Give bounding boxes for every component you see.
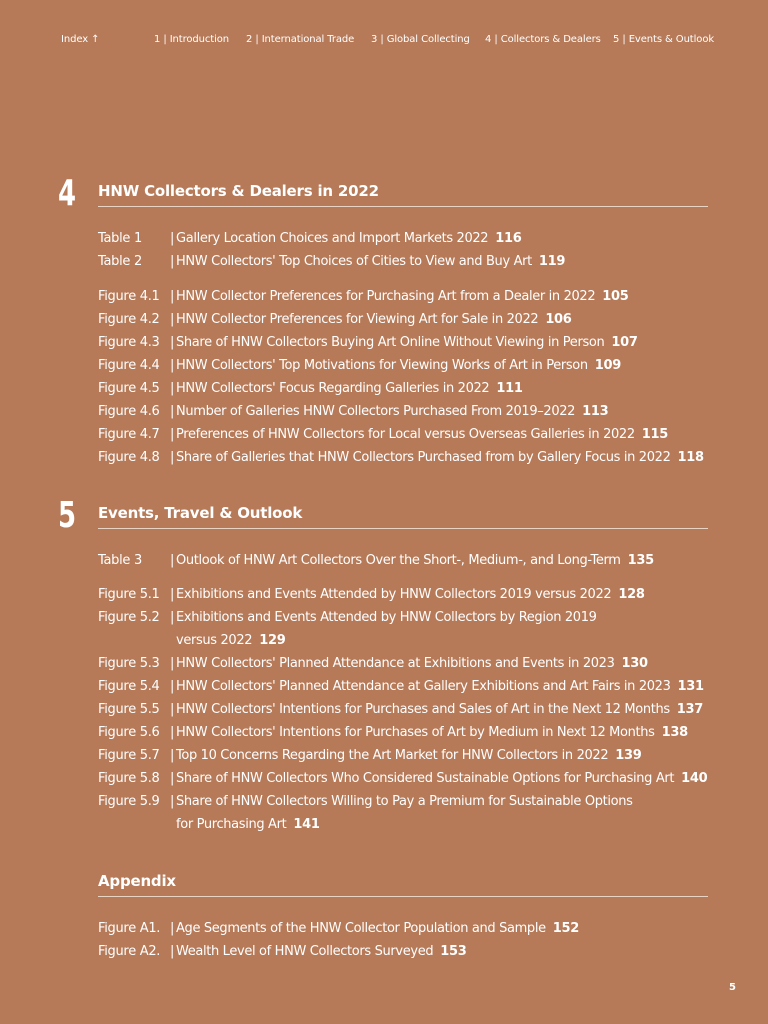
entry-title: Preferences of HNW Collectors for Local versus Overseas Galleries in 2022 xyxy=(176,427,635,442)
toc-entry-figure-4-8[interactable] xyxy=(98,446,704,469)
entry-label: Figure 5.8 xyxy=(98,771,160,786)
page-number: 5 xyxy=(729,982,736,993)
entry-page: 118 xyxy=(677,450,704,465)
entry-separator: | xyxy=(170,427,175,442)
entry-label: Table 1 xyxy=(98,231,142,246)
entry-separator: | xyxy=(170,748,175,763)
entry-separator: | xyxy=(170,381,175,396)
entry-page: 141 xyxy=(293,817,320,832)
entry-title: Number of Galleries HNW Collectors Purchased From 2019–2022 xyxy=(176,404,576,419)
entry-separator: | xyxy=(170,553,175,568)
entry-page: 128 xyxy=(618,587,645,602)
entry-page: 152 xyxy=(552,921,579,936)
top-navigation xyxy=(0,34,768,50)
appendix-title[interactable]: Appendix xyxy=(98,872,176,890)
entry-page: 106 xyxy=(545,312,572,327)
entry-page: 129 xyxy=(259,633,286,648)
toc-entry-figure-5-9[interactable] xyxy=(98,790,633,836)
entry-title: HNW Collectors' Focus Regarding Galleries in 2022 xyxy=(176,381,490,396)
toc-entry-figure-a1[interactable] xyxy=(98,917,579,940)
entry-page: 135 xyxy=(627,553,654,568)
toc-entry-figure-4-3[interactable] xyxy=(98,331,638,354)
entry-page: 153 xyxy=(440,944,467,959)
entry-label: Figure 5.3 xyxy=(98,656,160,671)
section-4-title[interactable]: HNW Collectors & Dealers in 2022 xyxy=(98,182,379,200)
entry-separator: | xyxy=(170,358,175,373)
toc-entry-table-1[interactable] xyxy=(98,227,521,250)
section-5-header xyxy=(98,504,708,529)
entry-separator: | xyxy=(170,702,175,717)
entry-label: Figure 4.4 xyxy=(98,358,160,373)
toc-entry-figure-5-6[interactable] xyxy=(98,721,688,744)
entry-page: 109 xyxy=(594,358,622,373)
section-5-number: 5 xyxy=(58,495,77,536)
nav-item-international-trade[interactable]: 2 | International Trade xyxy=(246,34,355,45)
entry-page: 140 xyxy=(681,771,708,786)
entry-title: Age Segments of the HNW Collector Population and Sample xyxy=(176,921,546,936)
entry-title: Share of HNW Collectors Buying Art Online Without Viewing in Person xyxy=(176,335,605,350)
entry-page: 139 xyxy=(615,748,642,763)
entry-separator: | xyxy=(170,450,175,465)
entry-title: Share of HNW Collectors Willing to Pay a Premium for Sustainable Options xyxy=(176,794,633,809)
entry-label: Figure A2. xyxy=(98,944,161,959)
toc-entry-figure-a2[interactable] xyxy=(98,940,467,963)
entry-label: Figure 5.1 xyxy=(98,587,160,602)
entry-separator: | xyxy=(170,921,175,936)
toc-entry-figure-5-2[interactable] xyxy=(98,606,597,652)
entry-page: 107 xyxy=(611,335,638,350)
nav-item-events-outlook[interactable]: 5 | Events & Outlook xyxy=(613,34,715,45)
entry-page: 113 xyxy=(582,404,609,419)
entry-label: Figure 5.7 xyxy=(98,748,160,763)
toc-entry-figure-5-3[interactable] xyxy=(98,652,648,675)
entry-title: HNW Collectors' Top Choices of Cities to View and Buy Art xyxy=(176,254,532,269)
toc-entry-figure-5-1[interactable] xyxy=(98,583,645,606)
entry-title: HNW Collectors' Planned Attendance at Exhibitions and Events in 2023 xyxy=(176,656,615,671)
entry-separator: | xyxy=(170,587,175,602)
entry-label: Figure 4.3 xyxy=(98,335,160,350)
entry-separator: | xyxy=(170,610,175,625)
entry-label: Figure 4.1 xyxy=(98,289,160,304)
entry-title: HNW Collector Preferences for Viewing Art for Sale in 2022 xyxy=(176,312,539,327)
toc-entry-figure-4-2[interactable] xyxy=(98,308,572,331)
entry-label: Figure 5.5 xyxy=(98,702,160,717)
entry-title: Gallery Location Choices and Import Markets 2022 xyxy=(176,231,489,246)
entry-page: 119 xyxy=(538,254,566,269)
entry-label: Figure 4.5 xyxy=(98,381,160,396)
entry-title-cont: for Purchasing Art xyxy=(176,817,287,832)
entry-page: 131 xyxy=(677,679,704,694)
entry-page: 115 xyxy=(641,427,669,442)
entry-title: HNW Collectors' Planned Attendance at Gallery Exhibitions and Art Fairs in 2023 xyxy=(176,679,671,694)
appendix-header xyxy=(98,872,708,897)
toc-entry-figure-4-7[interactable] xyxy=(98,423,668,446)
entry-separator: | xyxy=(170,312,175,327)
entry-separator: | xyxy=(170,404,175,419)
entry-separator: | xyxy=(170,679,175,694)
entry-separator: | xyxy=(170,335,175,350)
entry-title: Top 10 Concerns Regarding the Art Market for HNW Collectors in 2022 xyxy=(176,748,609,763)
entry-label: Figure 4.8 xyxy=(98,450,160,465)
section-4-number: 4 xyxy=(58,173,77,214)
entry-title: Share of Galleries that HNW Collectors Purchased from by Gallery Focus in 2022 xyxy=(176,450,671,465)
entry-label: Figure 5.4 xyxy=(98,679,160,694)
entry-continuation xyxy=(98,629,597,652)
entry-page: 105 xyxy=(602,289,629,304)
entry-label: Figure A1. xyxy=(98,921,161,936)
toc-entry-figure-5-4[interactable] xyxy=(98,675,704,698)
toc-entry-figure-4-5[interactable] xyxy=(98,377,523,400)
entry-page: 116 xyxy=(495,231,522,246)
entry-label: Figure 5.6 xyxy=(98,725,160,740)
entry-label: Figure 5.2 xyxy=(98,610,160,625)
entry-label: Figure 4.6 xyxy=(98,404,160,419)
toc-entry-table-3[interactable] xyxy=(98,549,654,572)
entry-title: HNW Collectors' Intentions for Purchases and Sales of Art in the Next 12 Months xyxy=(176,702,670,717)
entry-page: 130 xyxy=(621,656,648,671)
entry-continuation xyxy=(98,813,633,836)
toc-entry-figure-5-8[interactable] xyxy=(98,767,707,790)
entry-label: Table 2 xyxy=(98,254,142,269)
entry-title: Wealth Level of HNW Collectors Surveyed xyxy=(176,944,434,959)
entry-separator: | xyxy=(170,771,175,786)
toc-entry-figure-4-1[interactable] xyxy=(98,285,629,308)
entry-title: Outlook of HNW Art Collectors Over the Short-, Medium-, and Long-Term xyxy=(176,553,621,568)
nav-item-collectors-dealers[interactable]: 4 | Collectors & Dealers xyxy=(485,34,601,45)
entry-title: HNW Collector Preferences for Purchasing Art from a Dealer in 2022 xyxy=(176,289,596,304)
nav-index-link[interactable]: Index ↑ xyxy=(61,34,100,45)
entry-title: Exhibitions and Events Attended by HNW Collectors 2019 versus 2022 xyxy=(176,587,612,602)
entry-separator: | xyxy=(170,289,175,304)
entry-label: Figure 4.7 xyxy=(98,427,160,442)
entry-title: HNW Collectors' Intentions for Purchases of Art by Medium in Next 12 Months xyxy=(176,725,655,740)
toc-entry-figure-4-4[interactable] xyxy=(98,354,621,377)
section-5-title[interactable]: Events, Travel & Outlook xyxy=(98,504,303,522)
entry-separator: | xyxy=(170,254,175,269)
entry-page: 137 xyxy=(676,702,704,717)
section-4-header xyxy=(98,182,708,207)
entry-separator: | xyxy=(170,656,175,671)
entry-title: HNW Collectors' Top Motivations for Viewing Works of Art in Person xyxy=(176,358,588,373)
entry-label: Figure 4.2 xyxy=(98,312,160,327)
entry-label: Table 3 xyxy=(98,553,142,568)
entry-title: Exhibitions and Events Attended by HNW Collectors by Region 2019 xyxy=(176,610,597,625)
entry-separator: | xyxy=(170,725,175,740)
nav-item-global-collecting[interactable]: 3 | Global Collecting xyxy=(371,34,470,45)
toc-entry-figure-5-5[interactable] xyxy=(98,698,703,721)
toc-entry-table-2[interactable] xyxy=(98,250,565,273)
nav-item-introduction[interactable]: 1 | Introduction xyxy=(154,34,230,45)
toc-entry-figure-4-6[interactable] xyxy=(98,400,608,423)
entry-separator: | xyxy=(170,231,175,246)
entry-separator: | xyxy=(170,794,175,809)
entry-page: 138 xyxy=(661,725,688,740)
entry-separator: | xyxy=(170,944,175,959)
entry-title-cont: versus 2022 xyxy=(176,633,253,648)
toc-entry-figure-5-7[interactable] xyxy=(98,744,642,767)
entry-label: Figure 5.9 xyxy=(98,794,160,809)
entry-title: Share of HNW Collectors Who Considered Sustainable Options for Purchasing Art xyxy=(176,771,675,786)
entry-page: 111 xyxy=(496,381,523,396)
